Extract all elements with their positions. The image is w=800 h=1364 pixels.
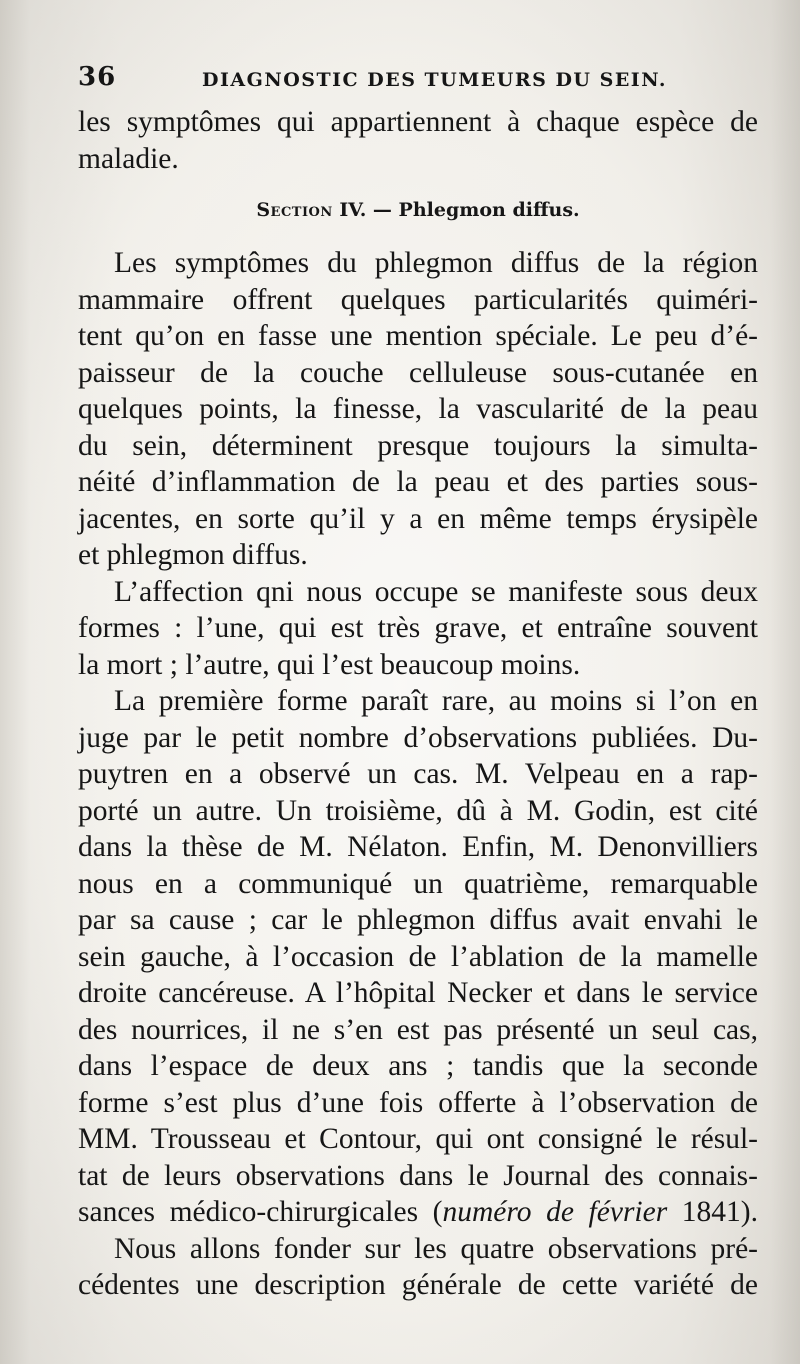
body-text <box>78 104 758 1304</box>
citation-suffix: 1841). <box>667 1196 759 1228</box>
text-line: néité d’inflammation de la peau et des parties sous- <box>78 466 758 498</box>
text-line: et phlegmon diffus. <box>78 539 308 571</box>
page-number: 36 <box>78 62 117 92</box>
text-line: L’affection qni nous occupe se manifeste sous deux <box>114 575 758 608</box>
paragraph <box>78 1231 758 1304</box>
text-line: porté un autre. Un troisième, dû à M. Godin, est cité <box>78 794 758 827</box>
paragraph <box>78 683 758 1231</box>
section-heading <box>78 197 758 223</box>
text-line: nous en a communiqué un quatrième, remarquable <box>78 867 758 900</box>
paragraph-continuation <box>78 104 758 177</box>
citation-prefix: sances médico-chirurgicales ( <box>78 1196 443 1228</box>
text-line: dans l’espace de deux ans ; tandis que la seconde <box>78 1050 758 1082</box>
text-line: paisseur de la couche celluleuse sous-cutanée en <box>78 356 758 389</box>
text-line: puytren en a observé un cas. M. Velpeau en a rap- <box>78 758 758 790</box>
text-line: la mort ; l’autre, qui l’est beaucoup moins. <box>78 648 581 681</box>
text-line: par sa cause ; car le phlegmon diffus avait envahi le <box>78 904 758 936</box>
text-line: MM. Trousseau et Contour, qui ont consigné le résul- <box>78 1123 758 1155</box>
text-line: maladie. <box>78 142 179 175</box>
text-line: jacentes, en sorte qu’il y a en même temps érysipèle <box>78 502 758 535</box>
text-line: mammaire offrent quelques particularités quiméri- <box>78 283 758 316</box>
text-line: des nourrices, il ne s’en est pas présenté un seul cas, <box>78 1013 758 1046</box>
paragraph <box>78 574 758 684</box>
text-line: quelques points, la finesse, la vascularité de la peau <box>78 393 758 425</box>
citation-italic: numéro de février <box>442 1196 668 1228</box>
text-line: formes : l’une, qui est très grave, et entraîne souvent <box>78 612 758 644</box>
page-header <box>78 62 758 102</box>
text-line-with-citation <box>78 1194 758 1231</box>
text-line: La première forme paraît rare, au moins si l’on en <box>114 685 758 717</box>
text-line: dans la thèse de M. Nélaton. Enfin, M. Denonvilliers <box>78 831 758 863</box>
text-line: forme s’est plus d’une fois offerte à l’observation de <box>78 1086 758 1119</box>
section-title: IV. — Phlegmon diffus. <box>339 199 580 221</box>
text-line: les symptômes qui appartiennent à chaque espèce de <box>78 106 758 138</box>
text-line: sein gauche, à l’occasion de l’ablation de la mamelle <box>78 940 758 973</box>
running-head: DIAGNOSTIC DES TUMEURS DU SEIN. <box>202 69 667 91</box>
text-line: Les symptômes du phlegmon diffus de la région <box>114 247 758 279</box>
text-line: Nous allons fonder sur les quatre observations pré- <box>114 1232 758 1265</box>
text-line: juge par le petit nombre d’observations publiées. Du- <box>78 721 758 754</box>
text-line: tat de leurs observations dans le Journal des connais- <box>78 1159 758 1192</box>
paragraph <box>78 245 758 574</box>
text-line: cédentes une description générale de cette variété de <box>78 1269 758 1301</box>
text-line: du sein, déterminent presque toujours la simulta- <box>78 429 758 462</box>
text-line: droite cancéreuse. A l’hôpital Necker et dans le service <box>78 977 758 1009</box>
text-line: tent qu’on en fasse une mention spéciale. Le peu d’é- <box>78 320 758 352</box>
section-label: Section <box>256 199 333 221</box>
